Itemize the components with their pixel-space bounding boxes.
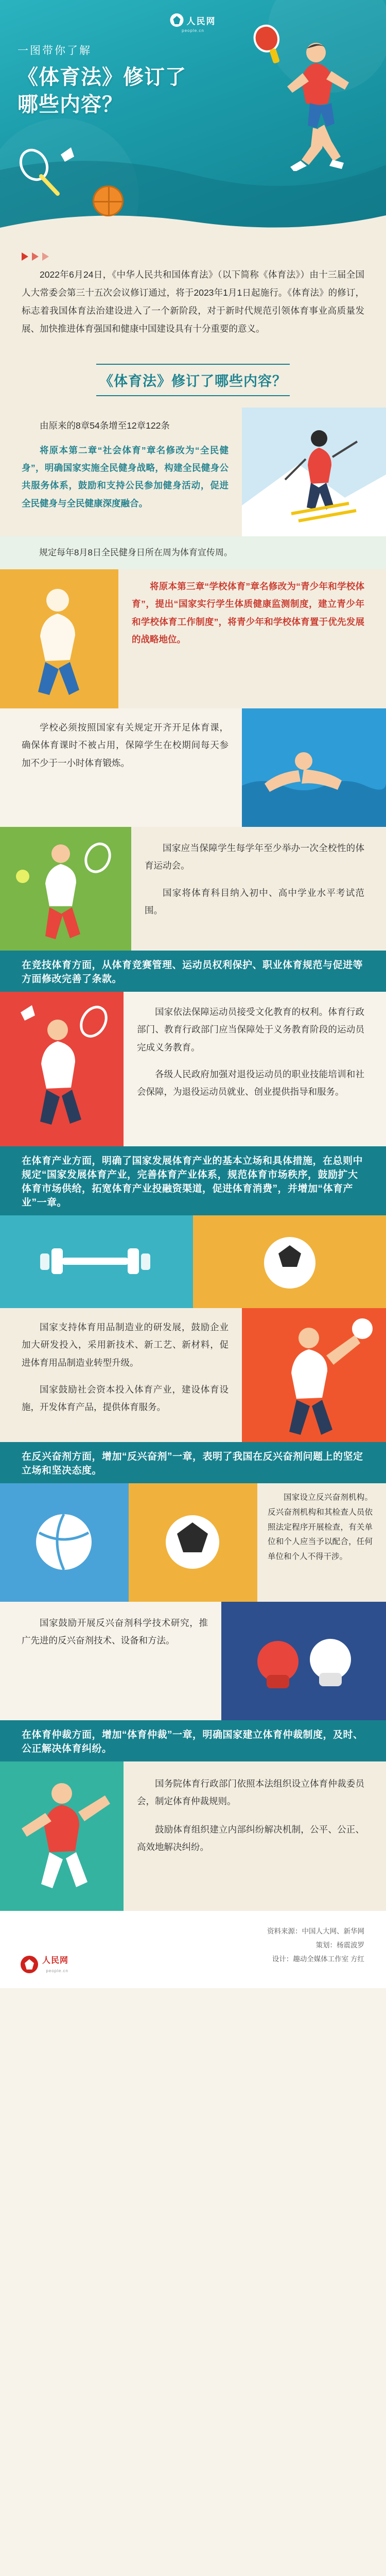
page-title — [17, 64, 239, 118]
runner-illustration — [267, 37, 359, 171]
block6 — [0, 1761, 386, 1911]
block3-p2: 各级人民政府加强对退役运动员的职业技能培训和社会保障，为退役运动员就业、创业提供指导和服务。 — [137, 1069, 364, 1097]
block3-collage — [0, 992, 386, 1146]
header-kicker: 一图带你了解 — [17, 45, 92, 57]
block4-collage-mid — [0, 1308, 386, 1442]
soccer-ball-illustration — [129, 1483, 257, 1602]
ribbon-anti-doping: 在反兴奋剂方面，增加“反兴奋剂”一章，表明了我国在反兴奋剂问题上的坚定立场和坚决态度。 — [0, 1442, 386, 1483]
block6-text — [124, 1761, 386, 1911]
site-logo-en: people.cn — [182, 28, 204, 33]
tennis-photo — [0, 827, 131, 951]
skier-photo — [242, 408, 386, 536]
block5 — [0, 1483, 386, 1720]
tennis-illustration — [0, 827, 131, 951]
footer-planner: 策划：杨震波罗 — [315, 1941, 364, 1950]
block6-p2: 鼓励体育组织建立内部纠纷解决机制，公平、公正、高效地解决纠纷。 — [137, 1824, 364, 1852]
block1 — [0, 408, 386, 569]
block5-p1: 国家设立反兴奋剂机构。反兴奋剂机构和其检查人员依照法定程序开展检查，有关单位和个人应当予以配合，任何单位和个人不得干涉。 — [268, 1493, 373, 1561]
arrow-bullets-icon — [22, 252, 364, 261]
block3-text — [124, 992, 386, 1146]
block2-collage-mid — [0, 708, 386, 827]
block5-collage-mid — [0, 1602, 386, 1720]
block2-collage-low — [0, 827, 386, 951]
intro-text: 2022年6月24日，《中华人民共和国体育法》（以下简称《体育法》）由十三届全国人大常委会第三十五次会议修订通过，将于2023年1月1日起施行。《体育法》的修订，标志着我国体育法治建设进入了一个新阶段，对于新时代规范引领体育事业高质量发展、加快推进体育强国和健康中国建设具有十分重要的意义。 — [22, 269, 364, 334]
footer-logo-name: 人民网 — [42, 1956, 69, 1965]
football-illustration — [193, 1215, 386, 1308]
block2 — [0, 569, 386, 951]
ribbon-competitive-sports: 在竞技体育方面，从体育竞赛管理、运动员权利保护、职业体育规范与促进等方面修改完善了条款。 — [0, 951, 386, 992]
block2-text-2 — [0, 708, 242, 827]
block5-collage-top — [0, 1483, 386, 1602]
swimmer-illustration — [242, 708, 386, 827]
gym-photo — [0, 1215, 193, 1308]
footer-source: 资料来源：中国人大网、新华网 — [267, 1927, 364, 1936]
volleyball-illustration — [0, 1483, 129, 1602]
people-logo-icon — [21, 1956, 38, 1973]
athlete-jump-photo — [0, 1761, 124, 1911]
footer-logo-en: people.cn — [46, 1969, 69, 1974]
section-heading-text: 《体育法》修订了哪些内容？ — [96, 364, 290, 396]
block1-collage — [0, 408, 386, 536]
page-title-line1: 《体育法》修订了 — [17, 66, 186, 89]
block2-text-3 — [131, 827, 386, 951]
block2-text-1 — [118, 569, 386, 708]
block5-text-2 — [0, 1602, 221, 1720]
block2-p1: 将原本第三章“学校体育”章名修改为“青少年和学校体育”，提出“国家实行学生体质健康监测制度，建立青少年和学校体育工作制度”，将青少年和学校体育置于优先发展的战略地位。 — [132, 581, 364, 645]
badminton-player-illustration — [0, 992, 124, 1146]
skier-illustration — [242, 408, 386, 536]
site-logo-name: 人民网 — [186, 16, 216, 26]
volleyball-photo — [0, 1483, 129, 1602]
youth-running-photo — [0, 569, 118, 708]
block2-p3: 国家应当保障学生每学年至少举办一次全校性的体育运动会。 — [145, 843, 364, 871]
ball-sports-photo — [193, 1215, 386, 1308]
boxing-photo — [221, 1602, 386, 1720]
ribbon-sports-industry: 在体育产业方面，明确了国家发展体育产业的基本立场和具体措施，在总则中规定“国家发展体育产业，完善体育产业体系，规范体育市场秩序，鼓励扩大体育市场供给，拓宽体育产业投融资渠道，促进体育消费”，并增加“体育产业”一章。 — [0, 1146, 386, 1215]
volleyball-spike-photo — [242, 1308, 386, 1442]
footer — [0, 1911, 386, 1988]
block6-collage — [0, 1761, 386, 1911]
block4-text — [0, 1308, 242, 1442]
football-photo — [129, 1483, 257, 1602]
block1-text — [0, 408, 242, 536]
block4-p2: 国家鼓励社会资本投入体育产业，建设体育设施，开发体育产品，提供体育服务。 — [22, 1384, 229, 1412]
block3-p1: 国家依法保障运动员接受文化教育的权利。体育行政部门、教育行政部门应当保障处于义务教育阶段的运动员完成义务教育。 — [137, 1007, 364, 1053]
basketball-icon — [93, 185, 124, 216]
block4-p1: 国家支持体育用品制造业的研发展，鼓励企业加大研发投入，采用新技术、新工艺、新材料，促进体育用品制造业转型升级。 — [22, 1322, 229, 1368]
block4 — [0, 1215, 386, 1442]
people-logo-icon — [170, 13, 184, 27]
jumping-athlete-illustration — [0, 1761, 124, 1911]
ribbon-sports-arbitration: 在体育仲裁方面，增加“体育仲裁”一章，明确国家建立体育仲裁制度，及时、公正解决体育纠纷。 — [0, 1720, 386, 1761]
site-logo — [170, 13, 216, 33]
block2-collage-top — [0, 569, 386, 708]
block2-p4: 国家将体育科目纳入初中、高中学业水平考试范围。 — [145, 887, 364, 916]
block5-p2: 国家鼓励开展反兴奋剂科学技术研究，推广先进的反兴奋剂技术、设备和方法。 — [22, 1618, 208, 1646]
boxing-gloves-illustration — [221, 1602, 386, 1720]
header-title-group — [17, 42, 239, 118]
youth-running-illustration — [0, 569, 118, 708]
block5-text-1 — [257, 1483, 386, 1602]
badminton-photo — [0, 992, 124, 1146]
swimming-photo — [242, 708, 386, 827]
block1-note: 规定每年8月8日全民健身日所在周为体育宣传周。 — [0, 536, 386, 569]
page-title-line2: 哪些内容？ — [17, 93, 123, 116]
block1-p1: 由原来的8章54条增至12章122条 — [40, 420, 170, 431]
block2-p2: 学校必须按照国家有关规定开齐开足体育课，确保体育课时不被占用，保障学生在校期间每天参加不少于一小时体育锻炼。 — [22, 722, 229, 768]
section-heading — [0, 355, 386, 408]
block6-p1: 国务院体育行政部门依照本法组织设立体育仲裁委员会，制定体育仲裁规则。 — [137, 1778, 364, 1807]
footer-designer: 设计：趣动全媒体工作室 方红 — [272, 1955, 364, 1963]
dumbbell-illustration — [0, 1215, 193, 1308]
badminton-icon — [13, 144, 75, 201]
block1-p2: 将原本第二章“社会体育”章名修改为“全民健身”，明确国家实施全民健身战略，构建全民健身公共服务体系，鼓励和支持公民参加健身活动，促进全民健身与全民健康深度融合。 — [22, 445, 229, 509]
intro-block — [0, 237, 386, 355]
header-wave-divider — [0, 207, 386, 237]
header — [0, 0, 386, 237]
spiking-player-illustration — [242, 1308, 386, 1442]
block4-collage-top — [0, 1215, 386, 1308]
footer-logo — [21, 1954, 68, 1975]
block3 — [0, 992, 386, 1146]
